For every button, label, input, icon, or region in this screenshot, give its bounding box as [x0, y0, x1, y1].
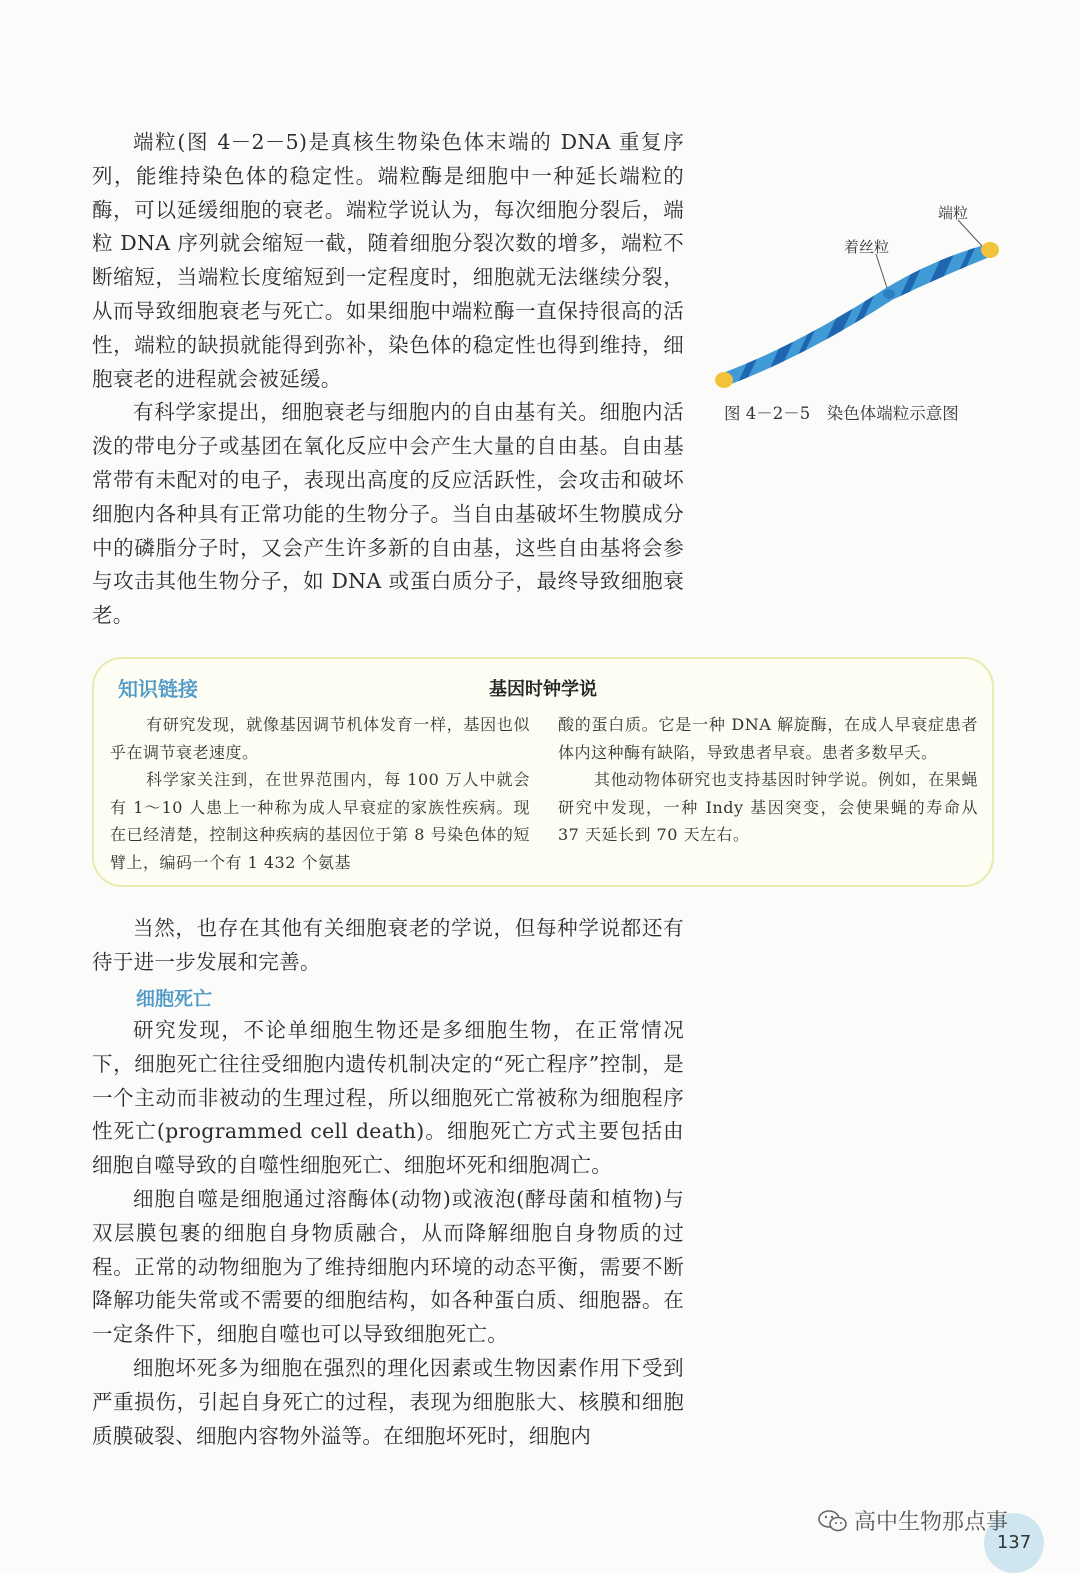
knowledge-link-box	[92, 657, 994, 887]
box-paragraph: 酸的蛋白质。它是一种 DNA 解旋酶，在成人早衰症患者体内这种酶有缺陷，导致患者早衰。患者多数早夭。	[558, 715, 978, 762]
knowledge-box-title: 基因时钟学说	[489, 679, 597, 700]
figure-caption: 图 4－2－5 染色体端粒示意图	[724, 404, 959, 423]
knowledge-box-left-column	[110, 711, 530, 876]
paragraph-free-radical: 有科学家提出，细胞衰老与细胞内的自由基有关。细胞内活泼的带电分子或基团在氧化反应中会产生大量的自由基。自由基常带有未配对的电子，表现出高度的反应活跃性，会攻击和破坏细胞内各种具有正常功能的生物分子。当自由基破坏生物膜成分中的磷脂分子时，又会产生许多新的自由基，这些自由基将会参与攻击其他生物分子，如 DNA 或蛋白质分子，最终导致细胞衰老。	[92, 400, 684, 628]
watermark	[818, 1505, 1008, 1536]
box-paragraph: 科学家关注到，在世界范围内，每 100 万人中就会有 1～10 人患上一种称为成人早衰症的家族性疾病。现在已经清楚，控制这种疾病的基因位于第 8 号染色体的短臂上，编码一个有 1 432 个氨基	[110, 770, 530, 872]
main-text-middle	[92, 912, 684, 980]
paragraph-other-theories: 当然，也存在其他有关细胞衰老的学说，但每种学说都还有待于进一步发展和完善。	[92, 916, 684, 974]
paragraph-autophagy: 细胞自噬是细胞通过溶酶体(动物)或液泡(酵母菌和植物)与双层膜包裹的细胞自身物质融合，从而降解细胞自身物质的过程。正常的动物细胞为了维持细胞内环境的动态平衡，需要不断降解功能失常或不需要的细胞结构，如各种蛋白质、细胞器。在一定条件下，细胞自噬也可以导致细胞死亡。	[92, 1186, 684, 1347]
watermark-text: 高中生物那点事	[854, 1510, 1009, 1535]
wechat-icon	[818, 1510, 848, 1532]
label-telomere: 端粒	[938, 204, 969, 222]
chromosome-illustration	[706, 196, 1006, 396]
box-paragraph: 有研究发现，就像基因调节机体发育一样，基因也似乎在调节衰老速度。	[110, 715, 530, 762]
centromere	[883, 289, 895, 299]
paragraph-cell-death: 研究发现，不论单细胞生物还是多细胞生物，在正常情况下，细胞死亡往往受细胞内遗传机制决定的“死亡程序”控制，是一个主动而非被动的生理过程，所以细胞死亡常被称为细胞程序性死亡(programmed cell death)。细胞死亡方式主要包括由细胞自噬导致的自噬性细胞死亡、细胞坏死和细胞凋亡。	[92, 1018, 684, 1178]
page-number: 137	[984, 1513, 1044, 1573]
chromosome-figure	[706, 196, 1006, 436]
section-heading-cell-death: 细胞死亡	[136, 988, 213, 1010]
knowledge-box-right-column	[558, 711, 978, 849]
paragraph-telomere: 端粒(图 4－2－5)是真核生物染色体末端的 DNA 重复序列，能维持染色体的稳定性。端粒酶是细胞中一种延长端粒的酶，可以延缓细胞的衰老。端粒学说认为，每次细胞分裂后，端粒 DNA 序列就会缩短一截，随着细胞分裂次数的增多，端粒不断缩短，当端粒长度缩短到一定程度时，细胞就无法继续分裂，从而导致细胞衰老与死亡。如果细胞中端粒酶一直保持很高的活性，端粒的缺损就能得到弥补，染色体的稳定性也得到维持，细胞衰老的进程就会被延缓。	[92, 130, 684, 391]
main-text-top	[92, 126, 684, 633]
telomere-left-cap	[715, 372, 733, 388]
knowledge-link-tag: 知识链接	[118, 677, 198, 701]
box-paragraph: 其他动物体研究也支持基因时钟学说。例如，在果蝇研究中发现，一种 Indy 基因突变，会使果蝇的寿命从 37 天延长到 70 天左右。	[558, 770, 978, 844]
paragraph-necrosis: 细胞坏死多为细胞在强烈的理化因素或生物因素作用下受到严重损伤，引起自身死亡的过程，表现为细胞胀大、核膜和细胞质膜破裂、细胞内容物外溢等。在细胞坏死时，细胞内	[92, 1355, 684, 1448]
telomere-right-cap	[981, 242, 999, 258]
main-text-bottom	[92, 1014, 684, 1453]
label-centromere: 着丝粒	[844, 238, 890, 256]
